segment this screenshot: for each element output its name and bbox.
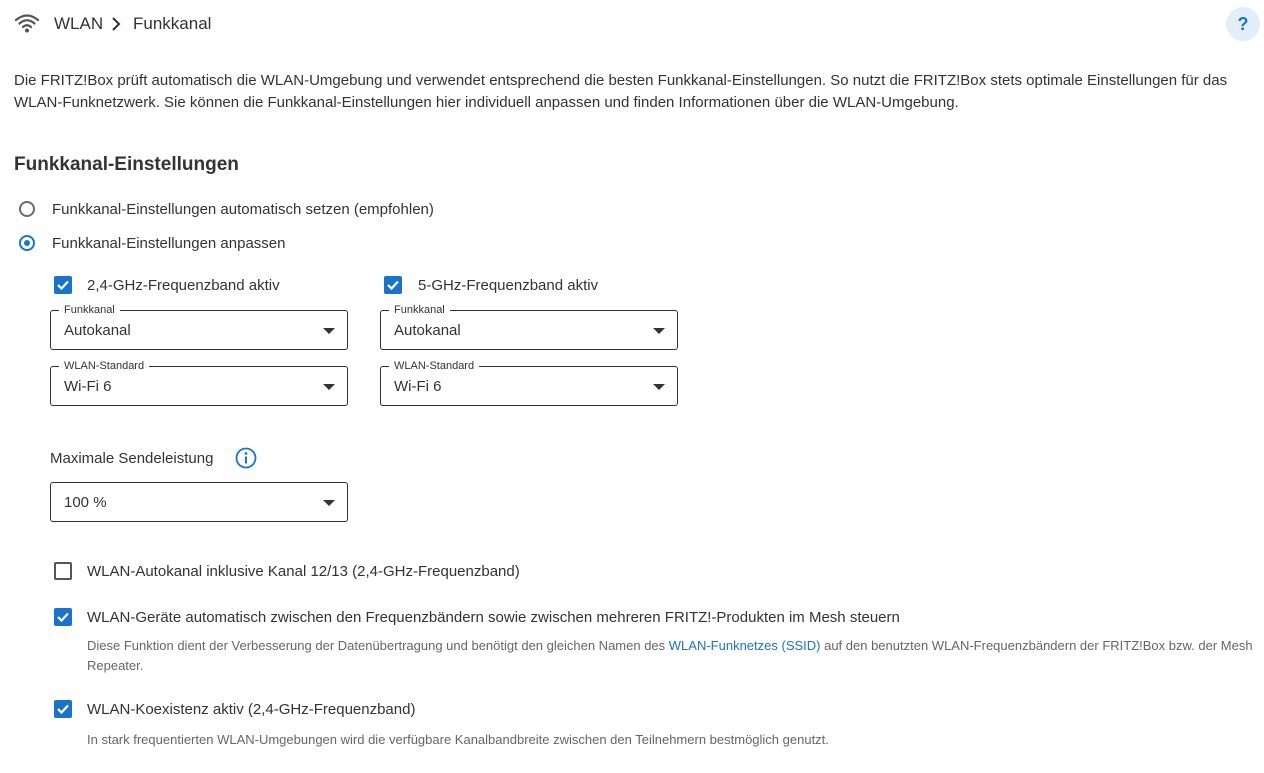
band5-channel-select[interactable] [380,304,678,350]
band-steering-label[interactable]: WLAN-Geräte automatisch zwischen den Frequenzbändern sowie zwischen mehreren FRITZ!-Produkten im Mesh steuern [87,609,900,626]
chevron-down-icon [653,328,665,334]
autokanal-1213-label[interactable]: WLAN-Autokanal inklusive Kanal 12/13 (2,4-GHz-Frequenzband) [87,563,520,580]
band5-checkbox[interactable] [384,276,402,294]
band24-standard-select[interactable] [50,360,348,406]
band24-standard-label: WLAN-Standard [59,359,149,373]
breadcrumb-root[interactable]: WLAN [54,14,104,33]
radio-custom-label[interactable]: Funkkanal-Einstellungen anpassen [52,235,286,252]
band-steering-hint-text: Diese Funktion dient der Verbesserung der Datenübertragung und benötigt den gleichen Namen des [87,638,669,653]
power-value: 100 % [64,494,107,511]
band5-standard-value: Wi-Fi 6 [394,378,442,395]
band5-standard-label: WLAN-Standard [389,359,479,373]
band5-channel-label: Funkkanal [389,303,450,317]
band5-channel-value: Autokanal [394,322,461,339]
power-select[interactable] [50,482,348,522]
breadcrumb-current: Funkkanal [133,14,212,33]
band24-checkbox[interactable] [54,276,72,294]
band5-label[interactable]: 5-GHz-Frequenzband aktiv [418,277,599,294]
chevron-down-icon [323,328,335,334]
chevron-down-icon [323,384,335,390]
help-button[interactable] [1226,7,1260,41]
info-icon[interactable] [235,447,257,469]
power-label: Maximale Sendeleistung [50,450,214,467]
radio-auto-label[interactable]: Funkkanal-Einstellungen automatisch setzen (empfohlen) [52,201,434,218]
band24-label[interactable]: 2,4-GHz-Frequenzband aktiv [87,277,280,294]
ssid-link[interactable]: WLAN-Funknetzes (SSID) [668,638,821,653]
band-steering-hint-text-end: auf den benutzten WLAN-Frequenzbändern der FRITZ!Box bzw. der Mesh Repeater. [87,638,1253,673]
chevron-right-icon [110,16,122,32]
section-title: Funkkanal-Einstellungen [14,154,239,175]
coexistence-checkbox[interactable] [54,700,72,718]
band-steering-checkbox[interactable] [54,608,72,626]
chevron-down-icon [653,384,665,390]
wifi-icon [14,12,40,34]
coexistence-hint: In stark frequentierten WLAN-Umgebungen wird die verfügbare Kanalbandbreite zwischen den Teilnehmern bestmöglich genutzt. [87,732,829,747]
help-icon: ? [1237,13,1249,34]
band-steering-hint [87,636,1257,676]
radio-custom[interactable] [19,235,35,251]
autokanal-1213-checkbox[interactable] [54,562,72,580]
band24-channel-value: Autokanal [64,322,131,339]
band24-standard-value: Wi-Fi 6 [64,378,112,395]
band24-channel-label: Funkkanal [59,303,120,317]
chevron-down-icon [323,500,335,506]
intro-text: Die FRITZ!Box prüft automatisch die WLAN-Umgebung und verwendet entsprechend die besten Funkkanal-Einstellungen. So nutzt die FRITZ!Box stets optimale Einstellungen für das WLAN-Funknetzwerk. Sie können die Funkkanal-Einstellungen hier individuell anpassen und finden Informationen über die WLAN-Umgebung. [14,72,1228,111]
coexistence-label[interactable]: WLAN-Koexistenz aktiv (2,4-GHz-Frequenzband) [87,701,416,718]
band5-standard-select[interactable] [380,360,678,406]
band24-channel-select[interactable] [50,304,348,350]
radio-auto[interactable] [19,201,35,217]
